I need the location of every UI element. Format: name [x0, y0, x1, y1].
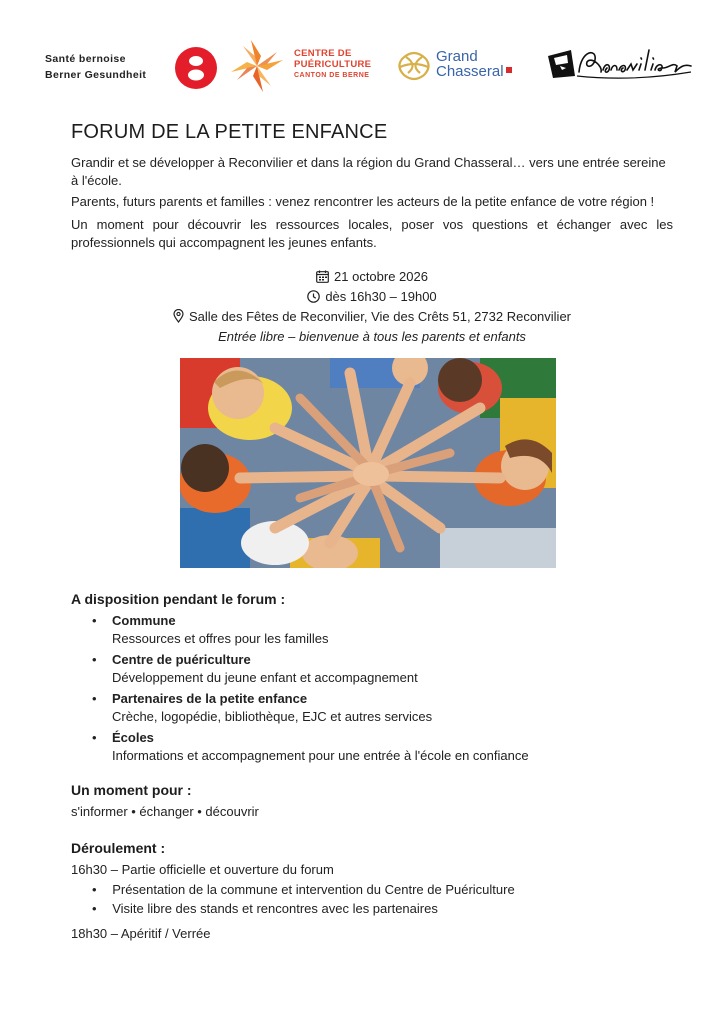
puericulture-line-3: CANTON DE BERNE: [294, 72, 370, 79]
event-location-row: [71, 308, 673, 326]
berner-gesundheit-name: Berner Gesundheit: [45, 69, 147, 81]
clock-icon: [307, 290, 320, 303]
moment-heading: Un moment pour :: [71, 782, 192, 798]
intro-paragraph-3: Un moment pour découvrir les ressources locales, poser vos questions et échanger avec les professionnels qui accompagnent les jeunes enfants.: [71, 217, 673, 250]
logo-row: [40, 36, 700, 96]
grand-chasseral-line-2: Chasseral: [436, 63, 504, 80]
disposition-item-title: Écoles: [112, 730, 154, 745]
event-date: 21 octobre 2026: [334, 269, 428, 284]
grand-chasseral-logo-text: [436, 49, 512, 79]
children-hands-photo: [180, 358, 556, 568]
sante-bernoise-name: Santé bernoise: [45, 53, 126, 65]
bullet-dot: •: [92, 691, 97, 706]
puericulture-line-2: PUÉRICULTURE: [294, 59, 372, 70]
event-time-row: [71, 288, 673, 306]
grand-chasseral-line-1: Grand: [436, 48, 478, 65]
bullet-dot: •: [92, 652, 97, 667]
disposition-heading: A disposition pendant le forum :: [71, 591, 286, 607]
deroulement-bullet-text: Visite libre des stands et rencontres avec les partenaires: [112, 901, 438, 916]
moment-text: s'informer • échanger • découvrir: [71, 804, 259, 819]
children-hands-illustration: [180, 358, 556, 568]
event-time: dès 16h30 – 19h00: [325, 289, 437, 304]
disposition-item-desc: Crèche, logopédie, bibliothèque, EJC et autres services: [112, 709, 433, 724]
deroulement-bullet-text: Présentation de la commune et intervention du Centre de Puériculture: [112, 882, 515, 897]
deroulement-heading: Déroulement :: [71, 840, 166, 856]
intro-paragraph-2: Parents, futurs parents et familles : venez rencontrer les acteurs de la petite enfance de votre région !: [71, 194, 655, 209]
event-date-row: [71, 268, 673, 286]
bullet-dot: •: [92, 882, 97, 897]
disposition-item-desc: Développement du jeune enfant et accompagnement: [112, 670, 418, 685]
reconvilier-signature-logo: [545, 42, 695, 86]
puericulture-pinwheel-icon: [229, 38, 285, 94]
puericulture-line-1: CENTRE DE: [294, 48, 352, 59]
intro-paragraph-1: Grandir et se développer à Reconvilier et dans la région du Grand Chasseral… vers une entrée sereine à l'école.: [71, 155, 666, 188]
calendar-icon: [316, 270, 329, 283]
page-title: FORUM DE LA PETITE ENFANCE: [71, 121, 388, 143]
disposition-item-desc: Informations et accompagnement pour une entrée à l'école en confiance: [112, 748, 529, 763]
disposition-item-desc: Ressources et offres pour les familles: [112, 631, 329, 646]
puericulture-logo-text: [294, 48, 371, 81]
sante-bernoise-logo-icon: [174, 46, 218, 90]
bullet-dot: •: [92, 730, 97, 745]
disposition-item-title: Partenaires de la petite enfance: [112, 691, 308, 706]
bullet-dot: •: [92, 901, 97, 916]
deroulement-bullet: [92, 900, 438, 918]
deroulement-bullet: [92, 881, 515, 899]
event-location: Salle des Fêtes de Reconvilier, Vie des Crêts 51, 2732 Reconvilier: [188, 309, 572, 324]
disposition-item-title: Commune: [112, 613, 176, 628]
location-pin-icon: [173, 309, 184, 323]
bullet-dot: •: [92, 613, 97, 628]
event-entry: Entrée libre – bienvenue à tous les parents et enfants: [218, 329, 526, 344]
grand-chasseral-knot-icon: [394, 45, 434, 85]
deroulement-opening: 16h30 – Partie officielle et ouverture du forum: [71, 862, 334, 877]
deroulement-closing: 18h30 – Apéritif / Verrée: [71, 926, 211, 941]
disposition-item-title: Centre de puériculture: [112, 652, 251, 667]
sante-bernoise-logo-text: [45, 51, 146, 83]
swiss-flag-icon: [506, 67, 512, 73]
